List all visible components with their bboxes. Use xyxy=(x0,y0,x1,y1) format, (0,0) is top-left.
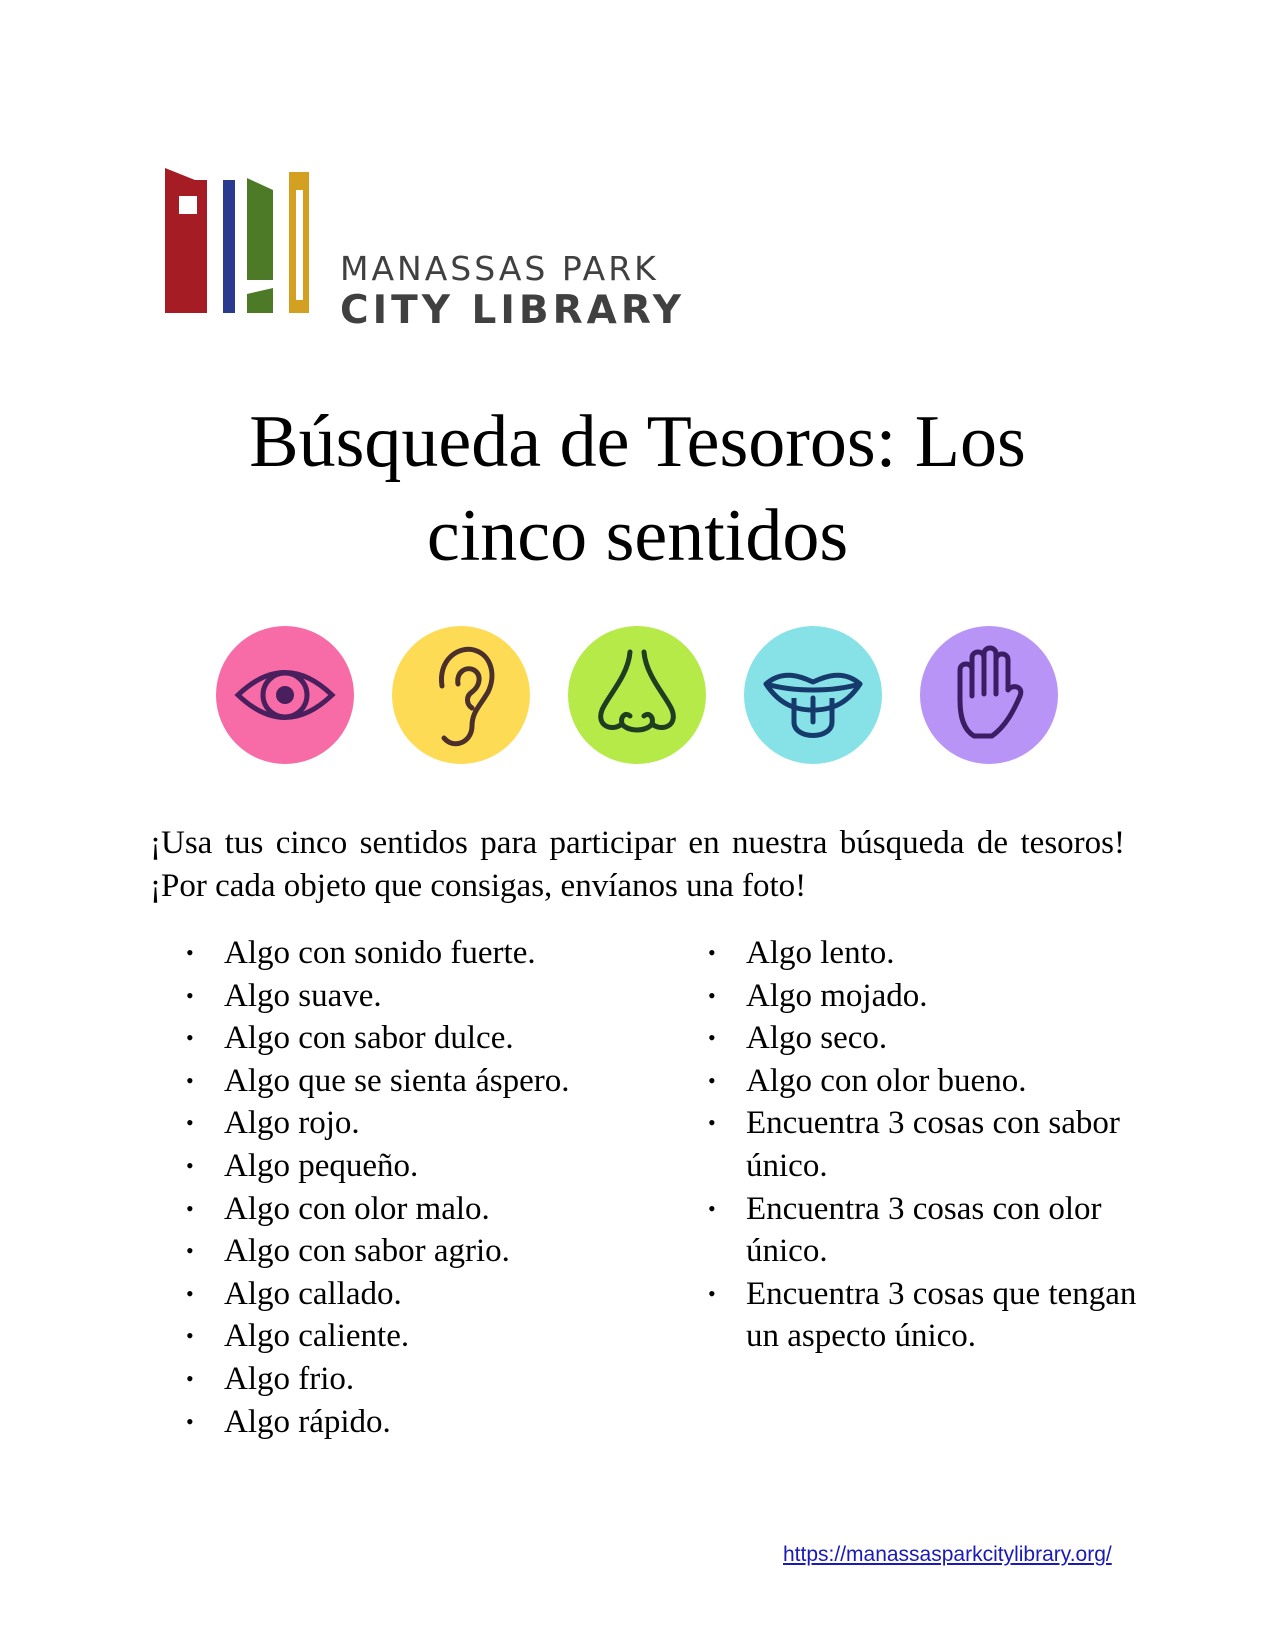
list-item: • Algo con sabor agrio. xyxy=(150,1230,620,1273)
list-item: • Algo pequeño. xyxy=(150,1145,620,1188)
list-item: • Algo rápido. xyxy=(150,1401,620,1444)
ear-icon xyxy=(392,626,530,764)
list-item: • Algo caliente. xyxy=(150,1315,620,1358)
title-line-2: cinco sentidos xyxy=(426,495,849,577)
nose-icon xyxy=(568,626,706,764)
list-item: • Algo rojo. xyxy=(150,1102,620,1145)
checklist-right xyxy=(672,932,1142,1358)
eye-icon xyxy=(216,626,354,764)
logo-line-2: CITY LIBRARY xyxy=(340,288,685,333)
list-item: • Algo con olor bueno. xyxy=(672,1060,1142,1103)
list-item: • Algo lento. xyxy=(672,932,1142,975)
list-item: • Encuentra 3 cosas que tengan un aspecto único. xyxy=(672,1273,1142,1358)
list-item: • Algo mojado. xyxy=(672,975,1142,1018)
list-item: • Algo suave. xyxy=(150,975,620,1018)
intro-paragraph: ¡Usa tus cinco sentidos para participar en nuestra búsqueda de tesoros! ¡Por cada objeto que consigas, envíanos una foto! xyxy=(150,825,1125,904)
list-item: • Algo callado. xyxy=(150,1273,620,1316)
list-item: • Algo seco. xyxy=(672,1017,1142,1060)
list-item: • Algo que se sienta áspero. xyxy=(150,1060,620,1103)
senses-icon-row xyxy=(216,626,1056,766)
page-title xyxy=(100,395,1175,583)
list-item: • Algo con olor malo. xyxy=(150,1188,620,1231)
checklist-left xyxy=(150,932,620,1443)
books-logo-icon xyxy=(165,168,325,313)
list-item: • Encuentra 3 cosas con sabor único. xyxy=(672,1102,1142,1187)
mouth-tongue-icon xyxy=(744,626,882,764)
hand-icon xyxy=(920,626,1058,764)
logo-wordmark xyxy=(340,249,685,333)
list-item: • Encuentra 3 cosas con olor único. xyxy=(672,1188,1142,1273)
title-line-1: Búsqueda de Tesoros: Los xyxy=(249,401,1026,483)
logo-line-1: MANASSAS PARK xyxy=(340,249,659,288)
library-website-link[interactable]: https://manassasparkcitylibrary.org/ xyxy=(783,1543,1112,1566)
list-item: • Algo con sonido fuerte. xyxy=(150,932,620,975)
list-item: • Algo con sabor dulce. xyxy=(150,1017,620,1060)
list-item: • Algo frio. xyxy=(150,1358,620,1401)
